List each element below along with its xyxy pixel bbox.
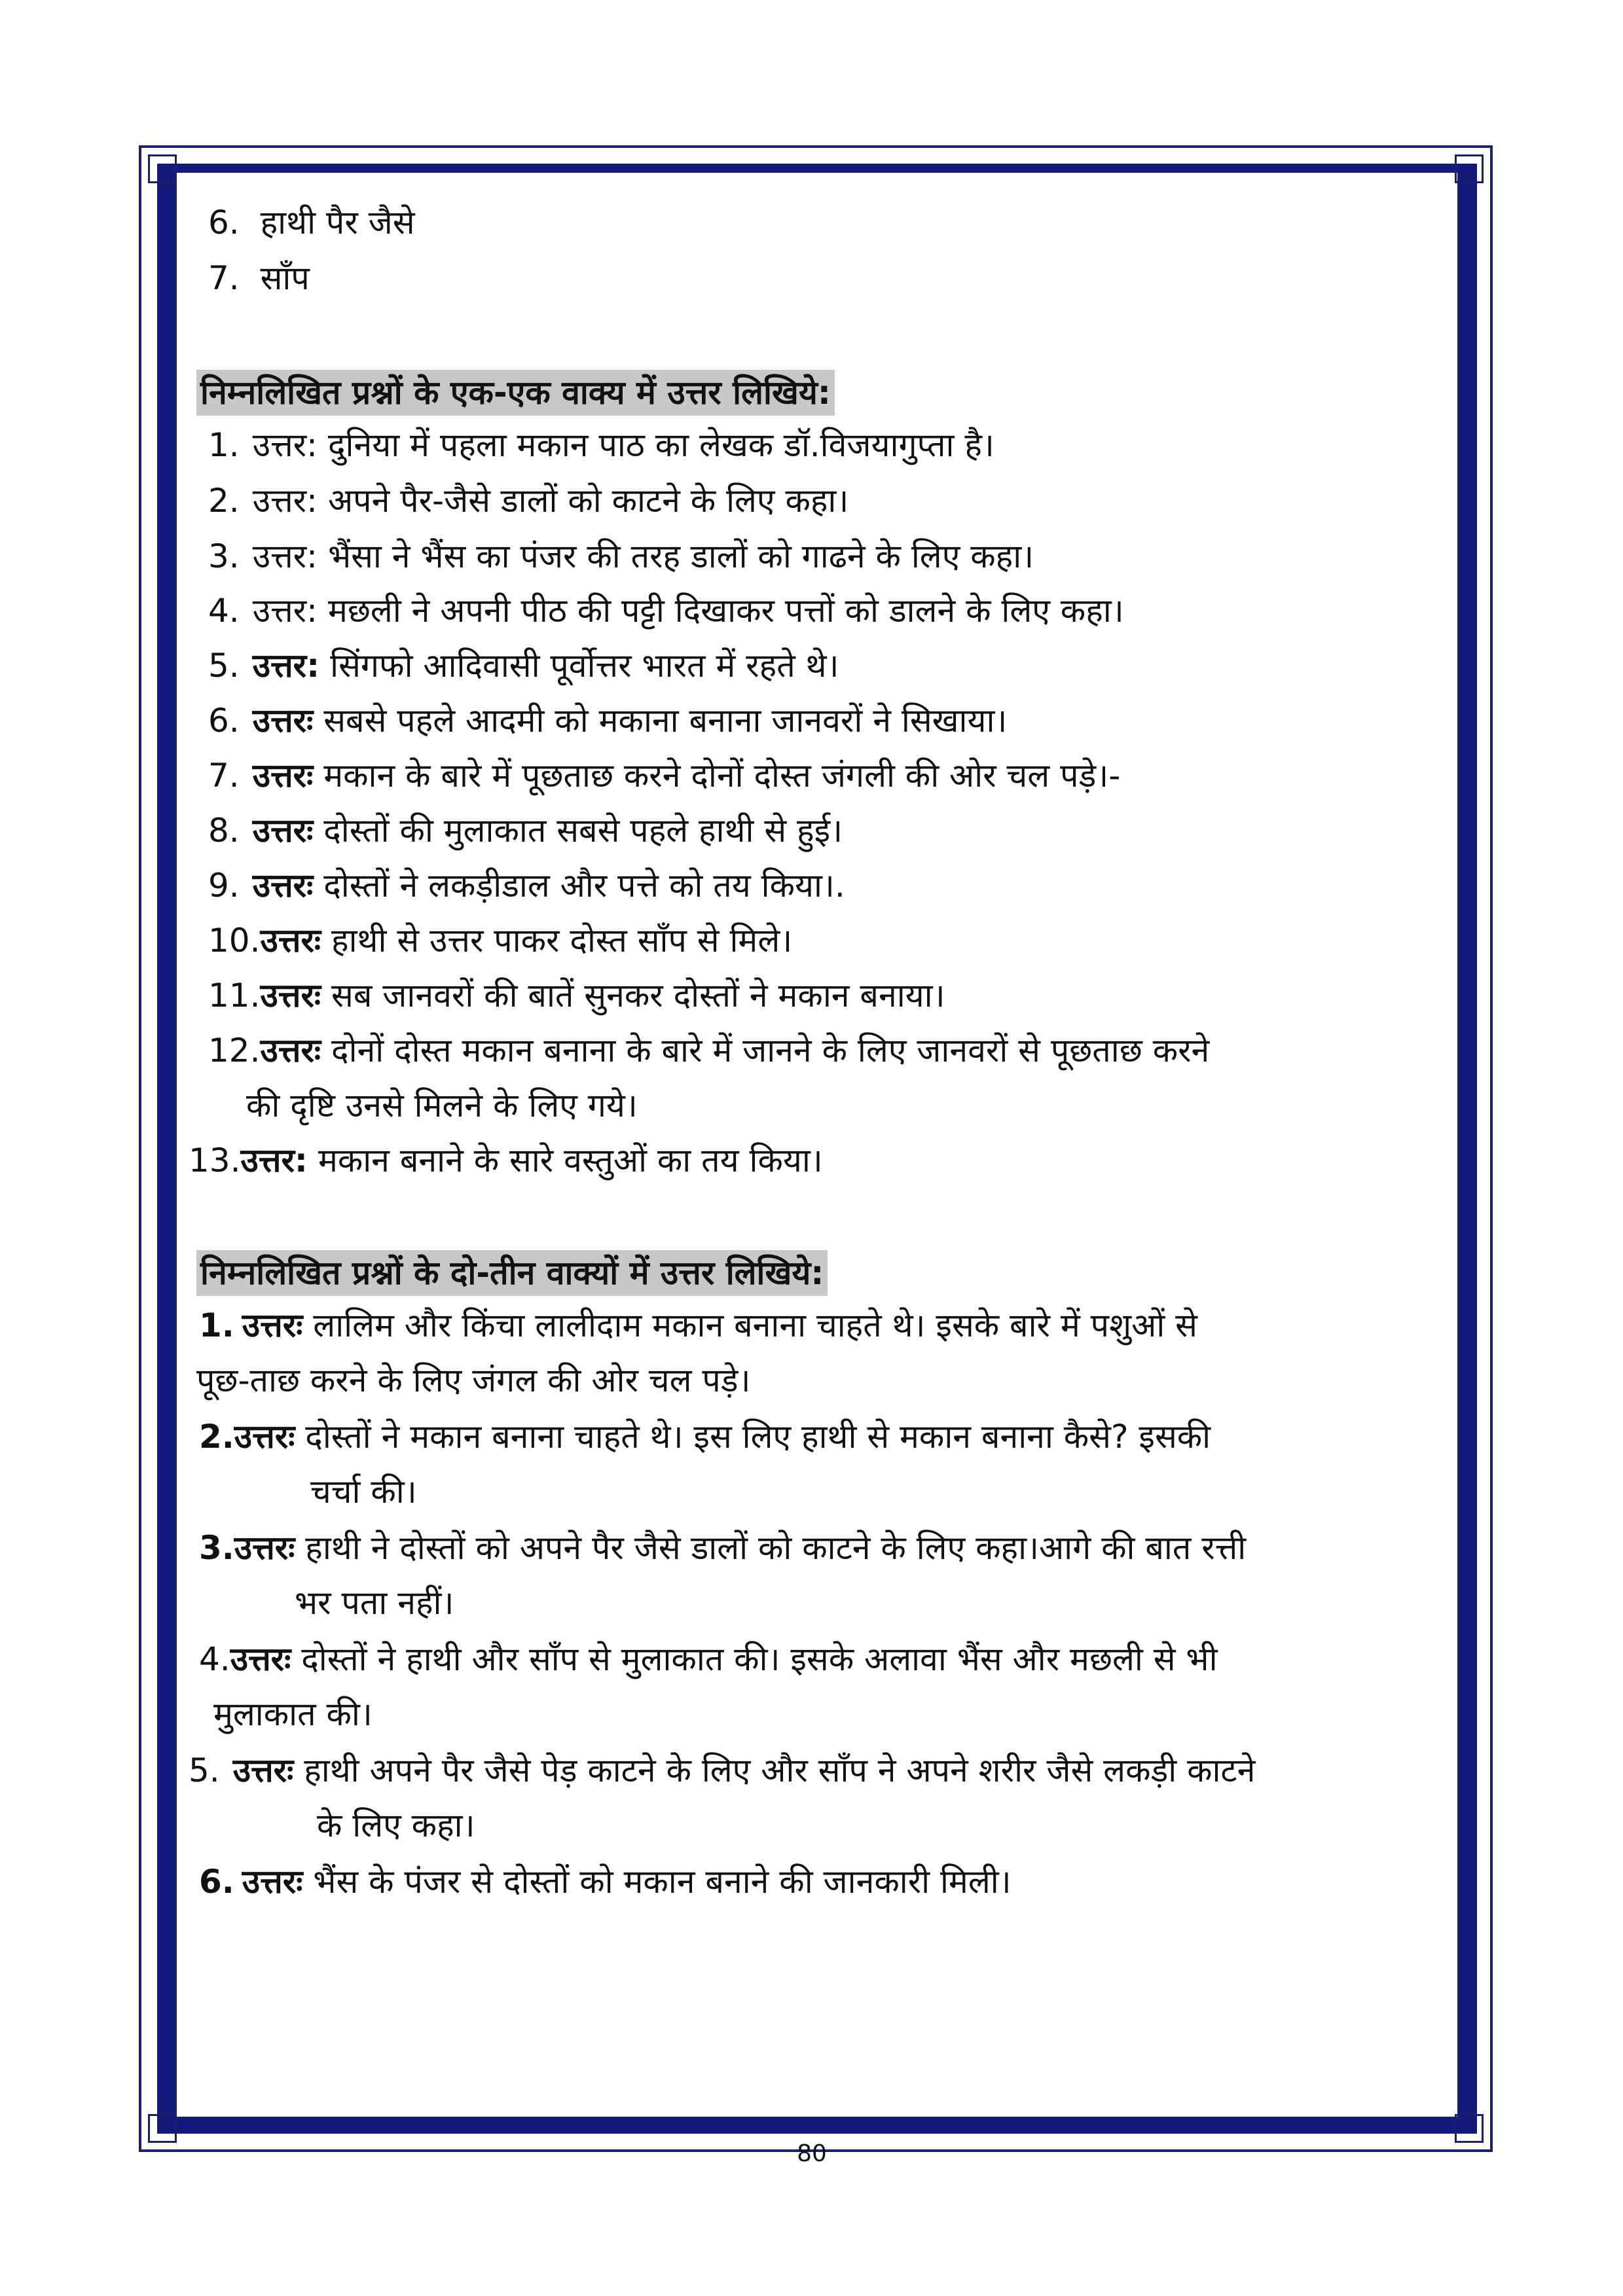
page-number: 80 [797, 2140, 827, 2167]
answer-item-continuation: मुलाकात की। [213, 1695, 373, 1733]
item-number: 4. [208, 592, 240, 630]
answer-item-continuation: की दृष्टि उनसे मिलने के लिए गये। [246, 1086, 638, 1124]
item-number: 6. [208, 702, 240, 740]
item-number: 3. [199, 1529, 234, 1567]
answer-item-continuation: के लिए कहा। [317, 1806, 475, 1844]
answer-label: उत्तरः [260, 1031, 321, 1069]
answer-label: उत्तरः [260, 922, 321, 960]
item-number: 7. [208, 757, 240, 795]
answer-item [208, 588, 1124, 634]
answer-item-continuation: भर पता नहीं। [295, 1584, 454, 1622]
list-item [208, 200, 415, 245]
answer-item [208, 863, 845, 908]
item-number: 6. [208, 204, 240, 242]
answer-text: अपने पैर-जैसे डालों को काटने के लिए कहा। [327, 482, 849, 520]
answer-text: हाथी ने दोस्तों को अपने पैर जैसे डालों को काटने के लिए कहा।आगे की बात रत्ती [305, 1529, 1247, 1567]
item-number: 5. [189, 1751, 220, 1789]
item-number: 2. [199, 1418, 234, 1456]
item-number: 8. [208, 812, 240, 850]
item-number: 12. [208, 1031, 261, 1069]
border-corner-ornament [148, 154, 177, 183]
answer-item [208, 918, 792, 963]
answer-text: दोस्तों ने लकड़ीडाल और पत्ते को तय किया।. [323, 867, 845, 905]
answer-label: उत्तर: [252, 647, 320, 685]
border-corner-ornament [148, 2114, 177, 2143]
answer-item-continuation: पूछ-ताछ करने के लिए जंगल की ओर चल पड़े। [196, 1361, 751, 1399]
item-number: 9. [208, 867, 240, 905]
answer-item [208, 808, 843, 853]
item-number: 7. [208, 259, 240, 297]
answer-item [208, 753, 1120, 798]
answer-label: उत्तरः [242, 1306, 303, 1344]
answer-item [208, 973, 945, 1018]
border-corner-ornament [1455, 154, 1484, 183]
answer-item [208, 422, 994, 468]
answer-item [208, 478, 848, 524]
answer-text: मकान के बारे में पूछताछ करने दोनों दोस्त जंगली की ओर चल पड़े।- [323, 757, 1121, 795]
border-corner-ornament [1455, 2114, 1484, 2143]
item-number: 1. [208, 426, 240, 464]
answer-label: उत्तरः [242, 1863, 303, 1901]
section-heading: निम्नलिखित प्रश्नों के दो-तीन वाक्यों में उत्तर लिखिये: [196, 1250, 828, 1296]
answer-text: लालिम और किंचा लालीदाम मकान बनाना चाहते थे। इसके बारे में पशुओं से [313, 1306, 1197, 1344]
answer-text: सब जानवरों की बातें सुनकर दोस्तों ने मकान बनाया। [331, 977, 945, 1014]
answer-text: भैंस के पंजर से दोस्तों को मकान बनाने की जानकारी मिली। [313, 1863, 1012, 1901]
answer-label: उत्तर: [252, 482, 318, 520]
answer-item [208, 698, 1007, 744]
item-number: 4. [199, 1640, 230, 1678]
answer-item [189, 1748, 1255, 1793]
answer-text: दोस्तों ने मकान बनाना चाहते थे। इस लिए हाथी से मकान बनाना कैसे? इसकी [305, 1418, 1211, 1456]
answer-label: उत्तरः [252, 867, 314, 905]
answer-label: उत्तर: [240, 1141, 308, 1179]
item-text: हाथी पैर जैसे [260, 204, 415, 242]
answer-text: दोस्तों ने हाथी और साँप से मुलाकात की। इसके अलावा भैंस और मछली से भी [301, 1640, 1218, 1678]
answer-item [189, 1138, 823, 1183]
answer-item [199, 1414, 1211, 1460]
item-number: 5. [208, 647, 240, 685]
answer-item [199, 1302, 1197, 1348]
item-number: 6. [199, 1863, 234, 1901]
item-number: 13. [189, 1141, 241, 1179]
answer-text: दोनों दोस्त मकान बनाना के बारे में जानने के लिए जानवरों से पूछताछ करने [331, 1031, 1210, 1069]
answer-label: उत्तरः [230, 1640, 291, 1678]
answer-text: हाथी अपने पैर जैसे पेड़ काटने के लिए और साँप ने अपने शरीर जैसे लकड़ी काटने [304, 1751, 1256, 1789]
answer-label: उत्तरः [232, 1751, 294, 1789]
answer-text: सबसे पहले आदमी को मकाना बनाना जानवरों ने सिखाया। [323, 702, 1008, 740]
item-number: 3. [208, 537, 240, 575]
answer-text: हाथी से उत्तर पाकर दोस्त साँप से मिले। [331, 922, 793, 960]
answer-item-continuation: चर्चा की। [310, 1473, 417, 1511]
answer-item [208, 643, 839, 689]
answer-text: मछली ने अपनी पीठ की पट्टी दिखाकर पत्तों को डालने के लिए कहा। [327, 592, 1124, 630]
answer-item [208, 533, 1034, 579]
answer-label: उत्तर: [252, 426, 318, 464]
answer-label: उत्तरः [252, 757, 314, 795]
answer-label: उत्तरः [252, 702, 314, 740]
answer-label: उत्तरः [252, 812, 314, 850]
answer-label: उत्तर: [252, 537, 318, 575]
answer-text: भैंसा ने भैंस का पंजर की तरह डालों को गाढने के लिए कहा। [327, 537, 1034, 575]
item-text: साँप [260, 259, 310, 297]
answer-item [208, 1028, 1209, 1073]
answer-text: सिंगफो आदिवासी पूर्वोत्तर भारत में रहते थे। [330, 647, 839, 685]
item-number: 10. [208, 922, 261, 960]
answer-label: उत्तर: [252, 592, 318, 630]
answer-item [199, 1859, 1012, 1905]
answer-text: दोस्तों की मुलाकात सबसे पहले हाथी से हुई। [323, 812, 843, 850]
answer-text: दुनिया में पहला मकान पाठ का लेखक डॉ.विजयागुप्ता है। [327, 426, 994, 464]
answer-label: उत्तरः [234, 1529, 295, 1567]
item-number: 11. [208, 977, 261, 1014]
answer-label: उत्तरः [260, 977, 321, 1014]
item-number: 1. [199, 1306, 234, 1344]
answer-item [199, 1636, 1218, 1682]
section-heading: निम्नलिखित प्रश्नों के एक-एक वाक्य में उत्तर लिखिये: [196, 370, 835, 416]
answer-item [199, 1525, 1246, 1571]
answer-label: उत्तरः [234, 1418, 295, 1456]
list-item [208, 255, 310, 301]
item-number: 2. [208, 482, 240, 520]
answer-text: मकान बनाने के सारे वस्तुओं का तय किया। [318, 1141, 823, 1179]
